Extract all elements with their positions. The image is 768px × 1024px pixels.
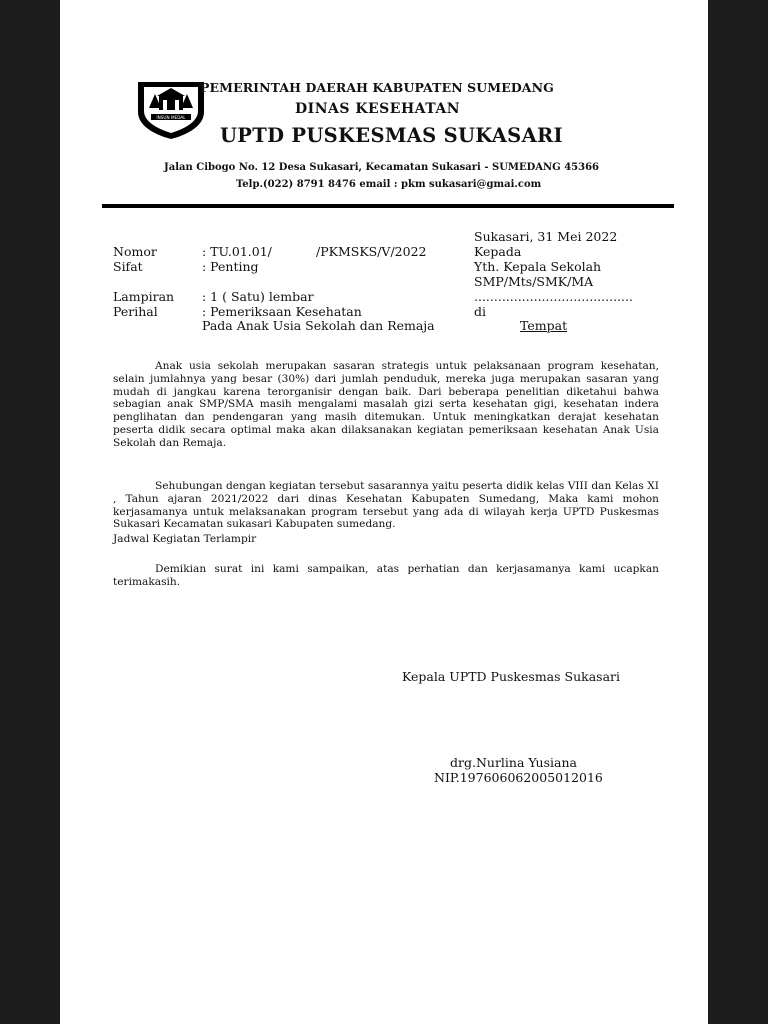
- body-paragraph-2-note: Jadwal Kegiatan Terlampir: [113, 533, 257, 545]
- nomor-value: : TU.01.01/: [202, 244, 272, 259]
- header-institution: UPTD PUSKESMAS SUKASARI: [220, 124, 563, 147]
- header-address: Jalan Cibogo No. 12 Desa Sukasari, Kecamatan Sukasari - SUMEDANG 45366: [164, 162, 599, 173]
- nomor-label: Nomor: [113, 244, 157, 259]
- header-contact: Telp.(022) 8791 8476 email : pkm sukasari@gmai.com: [236, 179, 542, 190]
- signature-nip: NIP.197606062005012016: [434, 770, 603, 785]
- recipient-place: Tempat: [520, 318, 568, 333]
- letter-page: [60, 0, 708, 1024]
- body-paragraph-2: Sehubungan dengan kegiatan tersebut sasarannya yaitu peserta didik kelas VIII dan Kelas XI , Tahun ajaran 2021/2022 dari dinas Kesehatan Kabupaten Sumedang, Maka kami mohon kerjasamanya untuk melaksanakan program tersebut yang ada di wilayah kerja UPTD Puskesmas Sukasari Kecamatan sukasari Kabupaten sumedang.: [113, 480, 659, 531]
- perihal-value-2: Pada Anak Usia Sekolah dan Remaja: [202, 318, 435, 333]
- signature-title: Kepala UPTD Puskesmas Sukasari: [402, 669, 620, 684]
- recipient-line-1: Kepada: [474, 244, 522, 259]
- recipient-line-5: di: [474, 304, 486, 319]
- header-government: PEMERINTAH DAERAH KABUPATEN SUMEDANG: [200, 80, 554, 95]
- nomor-suffix: /PKMSKS/V/2022: [316, 244, 427, 259]
- emblem-motto: INSUN MEDAL: [156, 115, 186, 120]
- header-department: DINAS KESEHATAN: [295, 101, 461, 117]
- lampiran-value: : 1 ( Satu) lembar: [202, 289, 314, 304]
- recipient-line-2: Yth. Kepala Sekolah: [474, 259, 602, 274]
- body-paragraph-3: Demikian surat ini kami sampaikan, atas perhatian dan kerjasamanya kami ucapkan terimakasih.: [113, 563, 659, 588]
- perihal-value-1: : Pemeriksaan Kesehatan: [202, 304, 362, 319]
- signature-name: drg.Nurlina Yusiana: [450, 755, 577, 770]
- sifat-value: : Penting: [202, 259, 259, 274]
- recipient-line-3: SMP/Mts/SMK/MA: [474, 274, 594, 289]
- perihal-label: Perihal: [113, 304, 158, 319]
- letterhead-divider: [102, 204, 674, 208]
- sifat-label: Sifat: [113, 259, 143, 274]
- body-paragraph-1: Anak usia sekolah merupakan sasaran strategis untuk pelaksanaan program kesehatan, selain jumlahnya yang besar (30%) dari jumlah penduduk, mereka juga merupakan sasaran yang mudah di jangkau karena terorganisir dengan baik. Dari beberapa penelitian diketahui bahwa sebagian anak SMP/SMA masih mengalami masalah gizi serta kesehatan gigi, kesehatan indera penglihatan dan pendengaran yang masih ditemukan. Untuk meningkatkan derajat kesehatan peserta didik secara optimal maka akan dilaksanakan kegiatan pemeriksaan kesehatan Anak Usia Sekolah dan Remaja.: [113, 360, 659, 449]
- lampiran-label: Lampiran: [113, 289, 175, 304]
- letter-date: Sukasari, 31 Mei 2022: [474, 229, 618, 244]
- recipient-line-4: ........................................: [474, 289, 633, 304]
- sumedang-regency-emblem-icon: [135, 78, 207, 140]
